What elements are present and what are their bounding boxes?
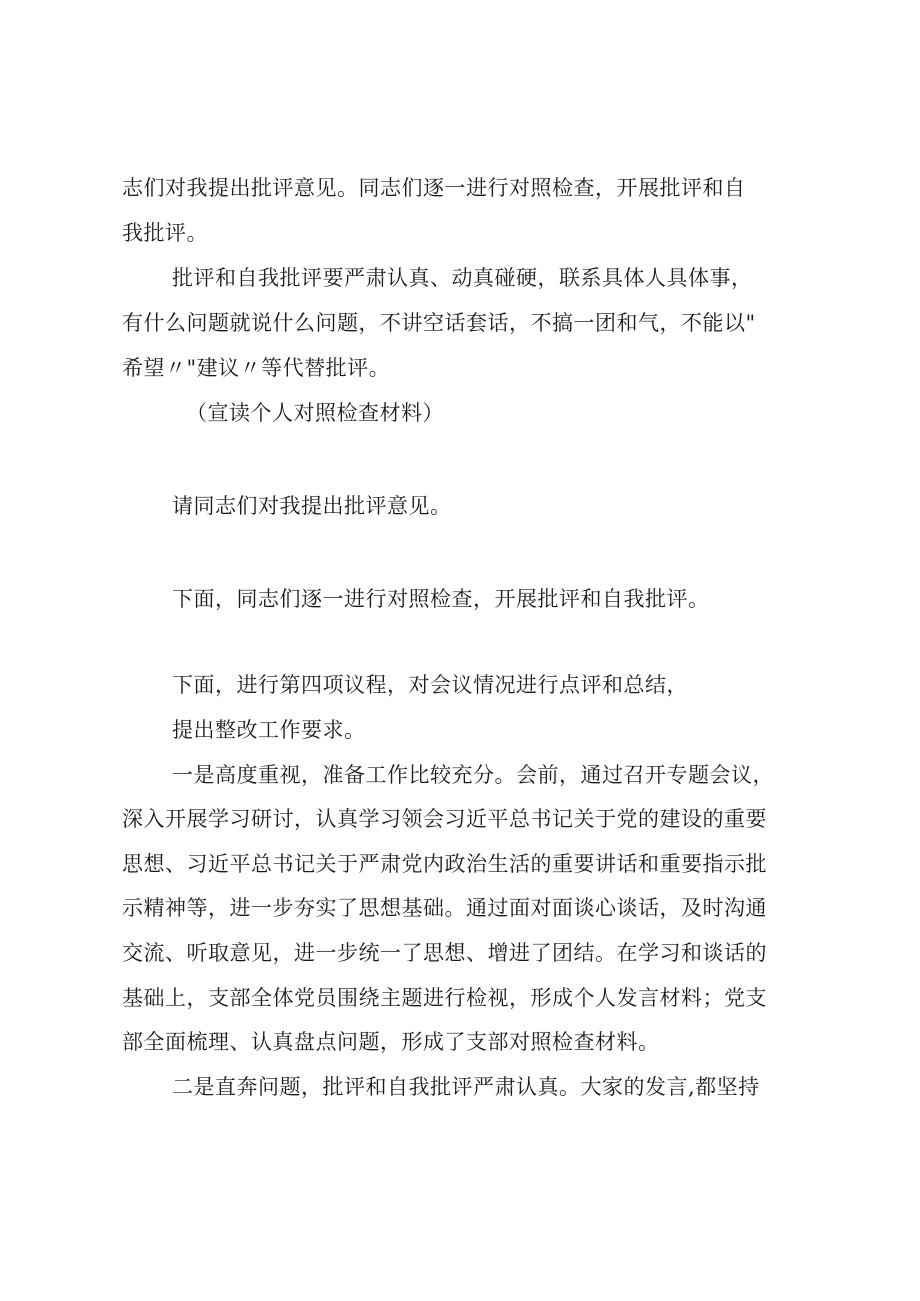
text-line: 深入开展学习研讨，认真学习领会习近平总书记关于党的建设的重要 bbox=[122, 807, 767, 831]
text-line: 我批评。 bbox=[122, 221, 208, 245]
text-line: 部全面梳理、认真盘点问题，形成了支部对照检查材料。 bbox=[122, 1030, 660, 1054]
text-line: 思想、习近平总书记关于严肃党内政治生活的重要讲话和重要指示批 bbox=[122, 852, 767, 876]
text-line: 示精神等，进一步夯实了思想基础。通过面对面谈心谈话，及时沟通 bbox=[122, 896, 767, 920]
text-line: 下面，同志们逐一进行对照检查，开展批评和自我批评。 bbox=[172, 587, 710, 611]
text-line: 提出整改工作要求。 bbox=[172, 718, 366, 742]
text-line: （宣读个人对照检查材料） bbox=[186, 401, 444, 425]
text-line: 二是直奔问题，批评和自我批评严肃认真。大家的发言,都坚持 bbox=[172, 1075, 760, 1099]
text-line: 志们对我提出批评意见。同志们逐一进行对照检查，开展批评和自 bbox=[122, 176, 746, 200]
text-line: 希望〃"建议〃等代替批评。 bbox=[122, 356, 391, 380]
text-line: 基础上，支部全体党员围绕主题进行检视，形成个人发言材料；党支 bbox=[122, 986, 767, 1010]
text-line: 请同志们对我提出批评意见。 bbox=[172, 494, 452, 518]
text-line: 批评和自我批评要严肃认真、动真碰硬，联系具体人具体事， bbox=[172, 266, 753, 290]
text-line: 有什么问题就说什么问题，不讲空话套话，不搞一团和气，不能以" bbox=[122, 311, 756, 335]
text-line: 一是高度重视，准备工作比较充分。会前，通过召开专题会议， bbox=[172, 763, 774, 787]
text-line: 交流、听取意见，进一步统一了思想、增进了团结。在学习和谈话的 bbox=[122, 941, 767, 965]
text-line: 下面，进行第四项议程，对会议情况进行点评和总结， bbox=[172, 673, 688, 697]
